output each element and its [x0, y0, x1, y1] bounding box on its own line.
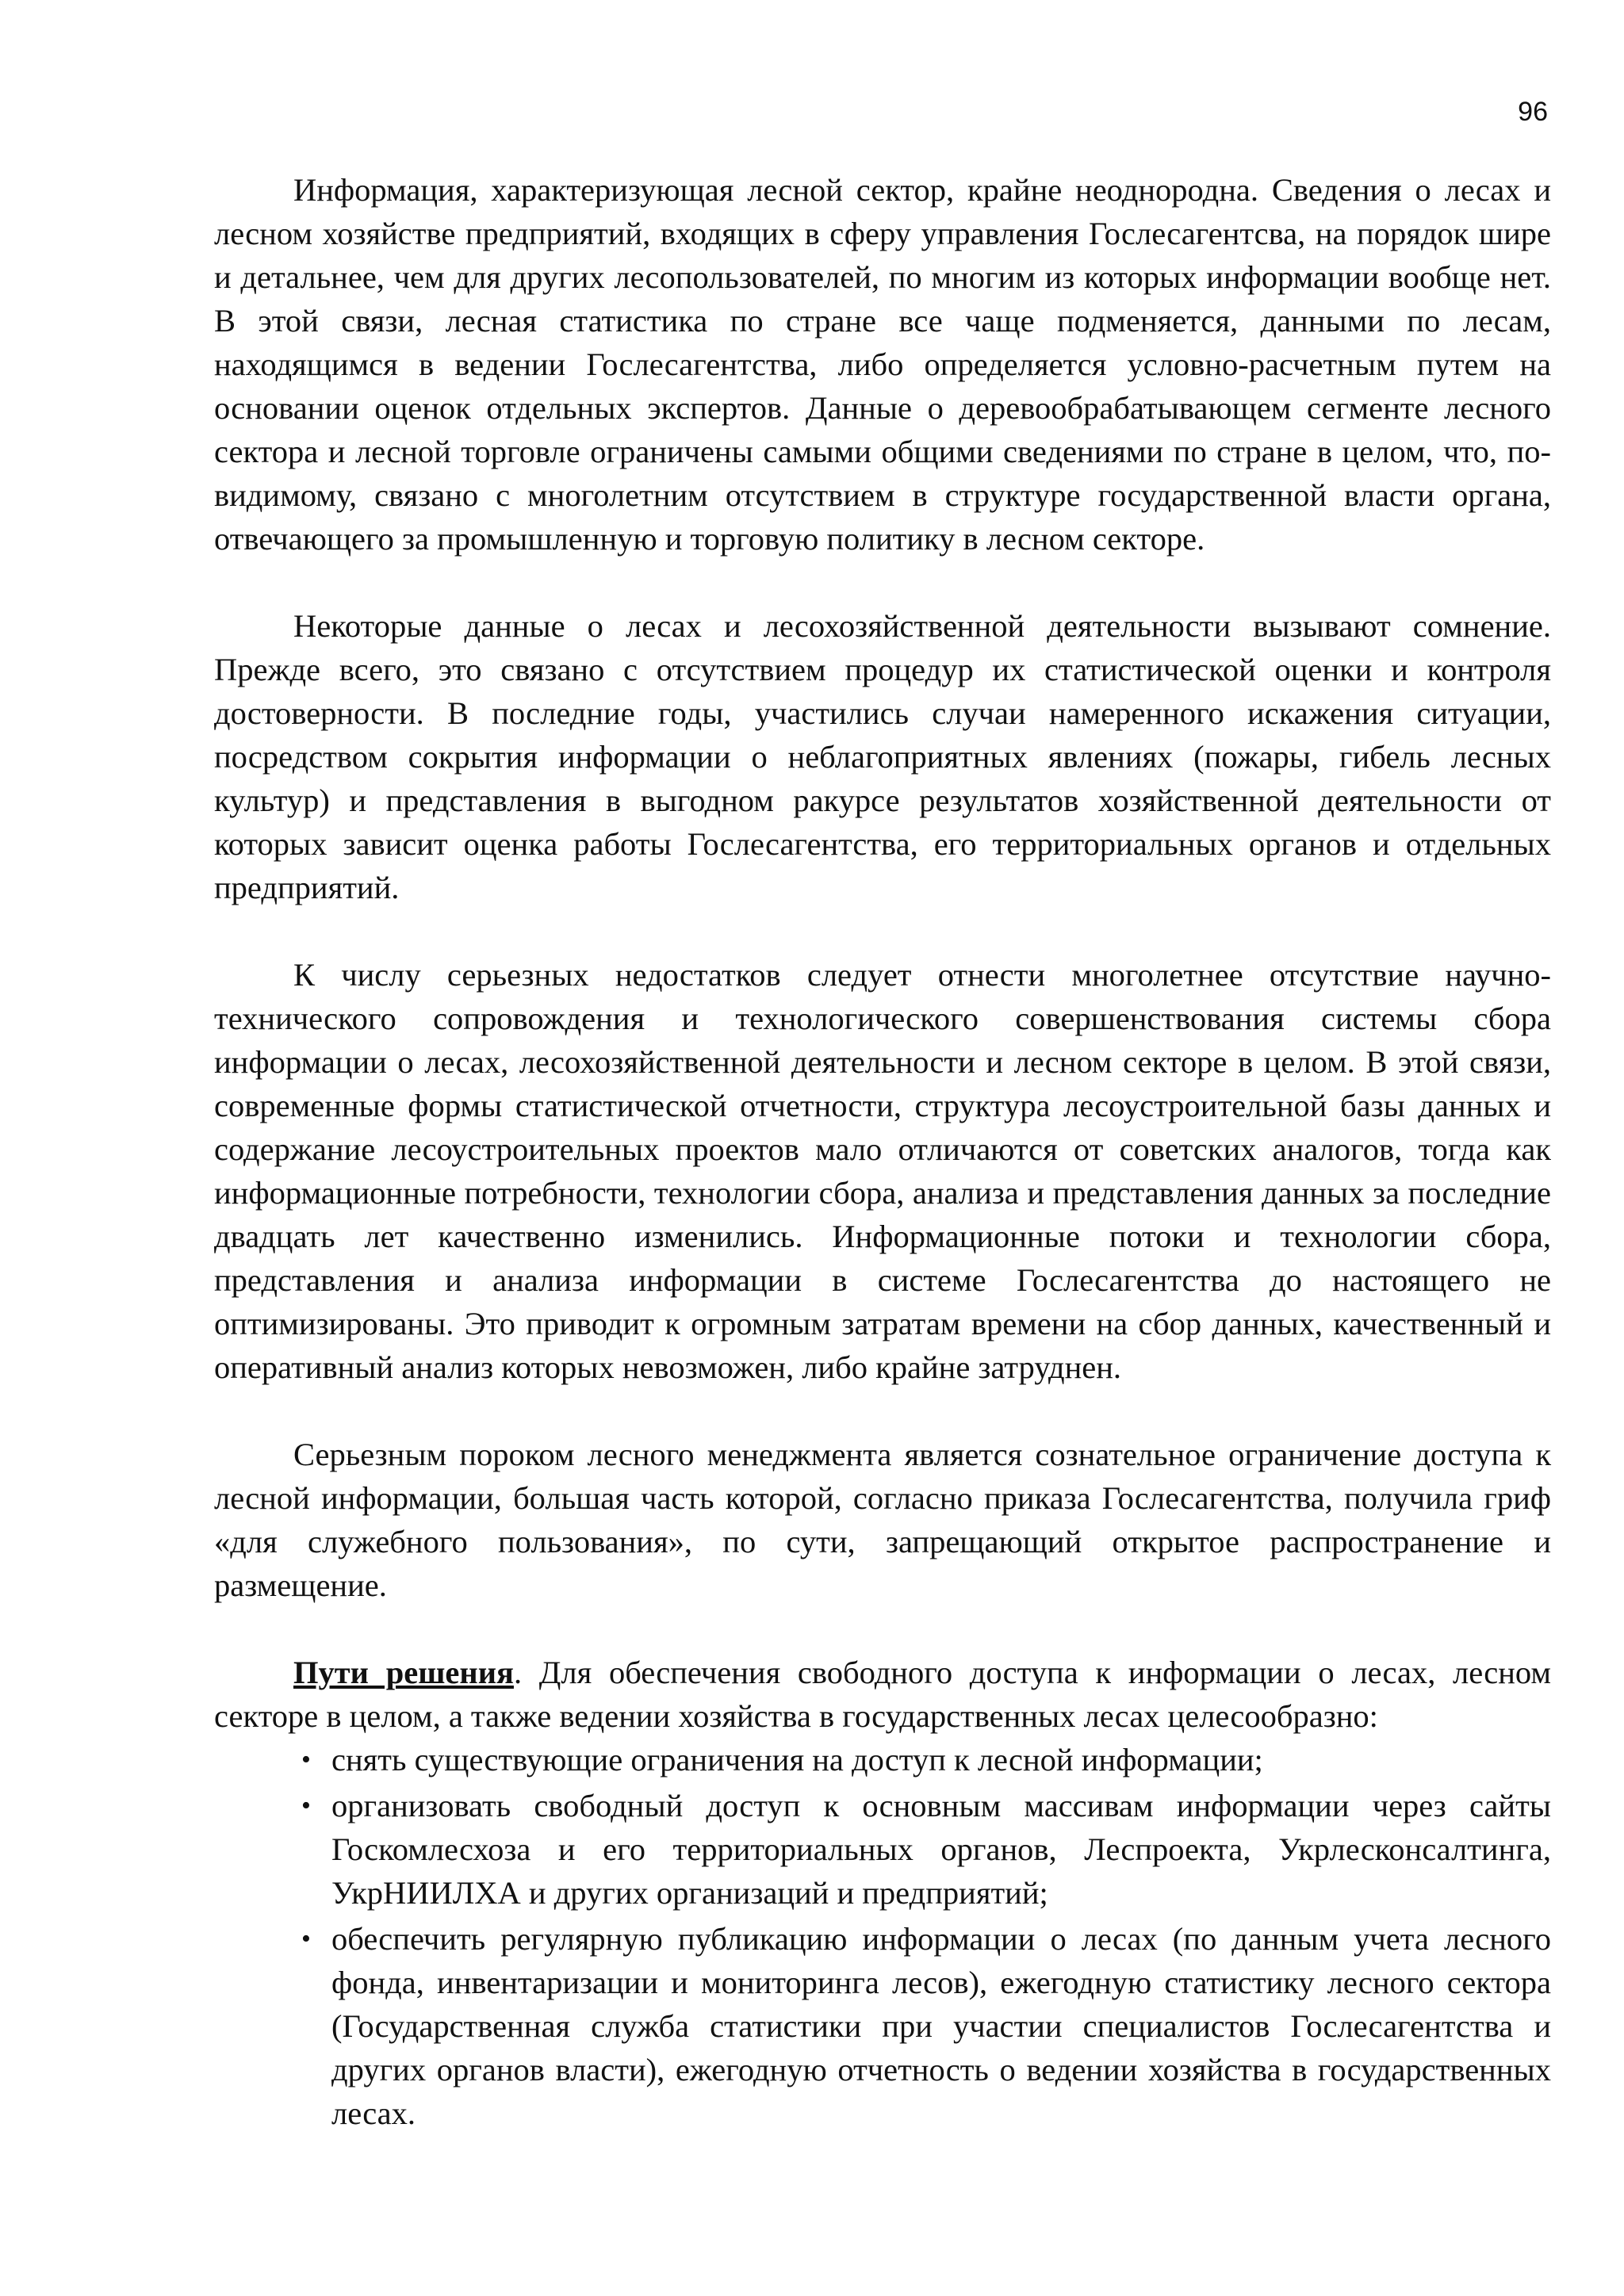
list-item: [214, 1784, 1551, 1915]
list-item-text: обеспечить регулярную публикацию информации о лесах (по данным учета лесного фонда, инвентаризации и мониторинга лесов), ежегодную статистику лесного сектора (Государственная служба статистики при участии специалистов Гослесагентства и других органов власти), ежегодную отчетность о ведении хозяйства в государственных лесах.: [331, 1921, 1551, 2131]
paragraph-solutions-intro: [214, 1651, 1551, 1738]
bullet-icon: •: [301, 1745, 311, 1774]
list-item: [214, 1738, 1551, 1781]
bullet-icon: •: [301, 1791, 311, 1820]
list-item: [214, 1917, 1551, 2135]
document-body: [214, 168, 1551, 2137]
solutions-list: [214, 1738, 1551, 2135]
solutions-intro-text: . Для обеспечения свободного доступа к информации о лесах, лесном секторе в целом, а также ведении хозяйства в государственных лесах целесообразно:: [214, 1655, 1551, 1734]
paragraph-data-doubts: Некоторые данные о лесах и лесохозяйственной деятельности вызывают сомнение. Прежде всего, это связано с отсутствием процедур их статистической оценки и контроля достоверности. В последние годы, участились случаи намеренного искажения ситуации, посредством сокрытия информации о неблагоприятных явлениях (пожары, гибель лесных культур) и представления в выгодном ракурсе результатов хозяйственной деятельности от которых зависит оценка работы Гослесагентства, его территориальных органов и отдельных предприятий.: [214, 608, 1551, 905]
list-item-text: организовать свободный доступ к основным массивам информации через сайты Госкомлесхоза и его территориальных органов, Леспроекта, Укрлесконсалтинга, УкрНИИЛХА и других организаций и предприятий;: [331, 1788, 1551, 1911]
list-item-text: снять существующие ограничения на доступ к лесной информации;: [331, 1742, 1263, 1777]
paragraph-info-heterogeneity: Информация, характеризующая лесной сектор, крайне неоднородна. Сведения о лесах и лесном хозяйстве предприятий, входящих в сферу управления Гослесагентсва, на порядок шире и детальнее, чем для других лесопользователей, по многим из которых информации вообще нет. В этой связи, лесная статистика по стране все чаще подменяется, данными по лесам, находящимся в ведении Гослесагентства, либо определяется условно-расчетным путем на основании оценок отдельных экспертов. Данные о деревообрабатывающем сегменте лесного сектора и лесной торговле ограничены самыми общими сведениями по стране в целом, что, по-видимому, связано с многолетним отсутствием в структуре государственной власти органа, отвечающего за промышленную и торговую политику в лесном секторе.: [214, 172, 1551, 557]
paragraph-technical-shortcomings: К числу серьезных недостатков следует отнести многолетнее отсутствие научно-технического сопровождения и технологического совершенствования системы сбора информации о лесах, лесохозяйственной деятельности и лесном секторе в целом. В этой связи, современные формы статистической отчетности, структура лесоустроительной базы данных и содержание лесоустроительных проектов мало отличаются от советских аналогов, тогда как информационные потребности, технологии сбора, анализа и представления данных за последние двадцать лет качественно изменились. Информационные потоки и технологии сбора, представления и анализа информации в системе Гослесагентства до настоящего не оптимизированы. Это приводит к огромным затратам времени на сбор данных, качественный и оперативный анализ которых невозможен, либо крайне затруднен.: [214, 957, 1551, 1385]
page-number: 96: [1518, 97, 1548, 127]
paragraph-access-restriction: Серьезным пороком лесного менеджмента является сознательное ограничение доступа к лесной информации, большая часть которой, согласно приказа Гослесагентства, получила гриф «для служебного пользования», по сути, запрещающий открытое распространение и размещение.: [214, 1437, 1551, 1603]
bullet-icon: •: [301, 1924, 311, 1954]
solutions-lead: Пути решения: [293, 1655, 514, 1690]
